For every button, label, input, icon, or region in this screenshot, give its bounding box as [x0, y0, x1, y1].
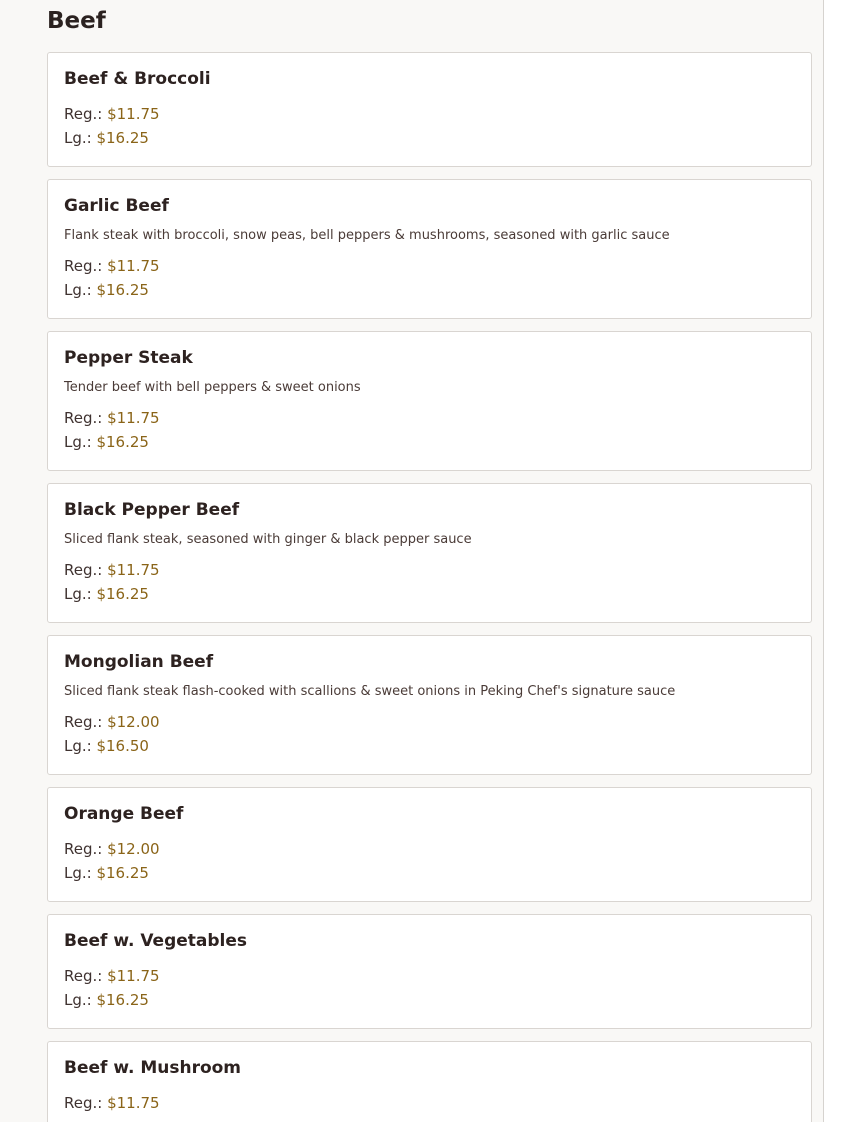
large-price-label: Lg.: [64, 585, 97, 603]
regular-price-label: Reg.: [64, 840, 108, 858]
regular-price-label: Reg.: [64, 105, 108, 123]
menu-item-name: Beef w. Mushroom [64, 1058, 242, 1078]
large-price-line [64, 988, 795, 1012]
regular-price-label: Reg.: [64, 967, 108, 985]
menu-item-card[interactable] [47, 1041, 812, 1122]
regular-price-line [64, 102, 795, 126]
menu-item-list [47, 52, 812, 1122]
large-price-value: $16.25 [96, 864, 149, 882]
regular-price-label: Reg.: [64, 1094, 108, 1112]
regular-price-value: $12.00 [107, 840, 160, 858]
menu-item-description: Flank steak with broccoli, snow peas, bell peppers & mushrooms, seasoned with garlic sauce [64, 228, 670, 243]
large-price-line [64, 861, 795, 885]
regular-price-line [64, 837, 795, 861]
large-price-label: Lg.: [64, 864, 97, 882]
large-price-line [64, 734, 795, 758]
menu-item-card[interactable] [47, 787, 812, 902]
section-title: Beef [47, 8, 106, 34]
regular-price-line [64, 710, 795, 734]
price-list [64, 964, 795, 1012]
large-price-value: $16.25 [96, 129, 149, 147]
large-price-label: Lg.: [64, 281, 97, 299]
regular-price-line [64, 1091, 795, 1115]
regular-price-value: $11.75 [107, 257, 160, 275]
menu-item-description: Sliced flank steak, seasoned with ginger & black pepper sauce [64, 532, 472, 547]
regular-price-value: $11.75 [107, 967, 160, 985]
large-price-value: $16.25 [96, 433, 149, 451]
large-price-label: Lg.: [64, 737, 97, 755]
regular-price-value: $12.00 [107, 713, 160, 731]
regular-price-line [64, 558, 795, 582]
menu-item-name: Beef & Broccoli [64, 69, 211, 89]
large-price-line [64, 582, 795, 606]
menu-item-name: Beef w. Vegetables [64, 931, 248, 951]
regular-price-value: $11.75 [107, 561, 160, 579]
regular-price-line [64, 964, 795, 988]
menu-item-card[interactable] [47, 52, 812, 167]
price-list [64, 710, 795, 758]
large-price-label: Lg.: [64, 129, 97, 147]
large-price-value: $16.25 [96, 991, 149, 1009]
regular-price-label: Reg.: [64, 713, 108, 731]
menu-item-name: Pepper Steak [64, 348, 193, 368]
large-price-line [64, 278, 795, 302]
large-price-line [64, 430, 795, 454]
regular-price-value: $11.75 [107, 105, 160, 123]
menu-item-card[interactable] [47, 914, 812, 1029]
regular-price-line [64, 254, 795, 278]
menu-item-name: Mongolian Beef [64, 652, 214, 672]
large-price-value: $16.50 [96, 737, 149, 755]
price-list [64, 837, 795, 885]
large-price-line [64, 126, 795, 150]
menu-item-card[interactable] [47, 635, 812, 775]
regular-price-value: $11.75 [107, 1094, 160, 1112]
regular-price-label: Reg.: [64, 561, 108, 579]
price-list [64, 1091, 795, 1115]
large-price-label: Lg.: [64, 991, 97, 1009]
large-price-value: $16.25 [96, 585, 149, 603]
menu-item-description: Sliced flank steak flash-cooked with scallions & sweet onions in Peking Chef's signature sauce [64, 684, 676, 699]
regular-price-line [64, 406, 795, 430]
menu-item-card[interactable] [47, 179, 812, 319]
menu-item-name: Orange Beef [64, 804, 184, 824]
menu-item-card[interactable] [47, 331, 812, 471]
price-list [64, 558, 795, 606]
regular-price-label: Reg.: [64, 409, 108, 427]
price-list [64, 406, 795, 454]
regular-price-value: $11.75 [107, 409, 160, 427]
large-price-label: Lg.: [64, 433, 97, 451]
regular-price-label: Reg.: [64, 257, 108, 275]
price-list [64, 254, 795, 302]
menu-item-card[interactable] [47, 483, 812, 623]
large-price-value: $16.25 [96, 281, 149, 299]
menu-item-name: Black Pepper Beef [64, 500, 240, 520]
menu-item-description: Tender beef with bell peppers & sweet onions [64, 380, 361, 395]
menu-item-name: Garlic Beef [64, 196, 169, 216]
price-list [64, 102, 795, 150]
